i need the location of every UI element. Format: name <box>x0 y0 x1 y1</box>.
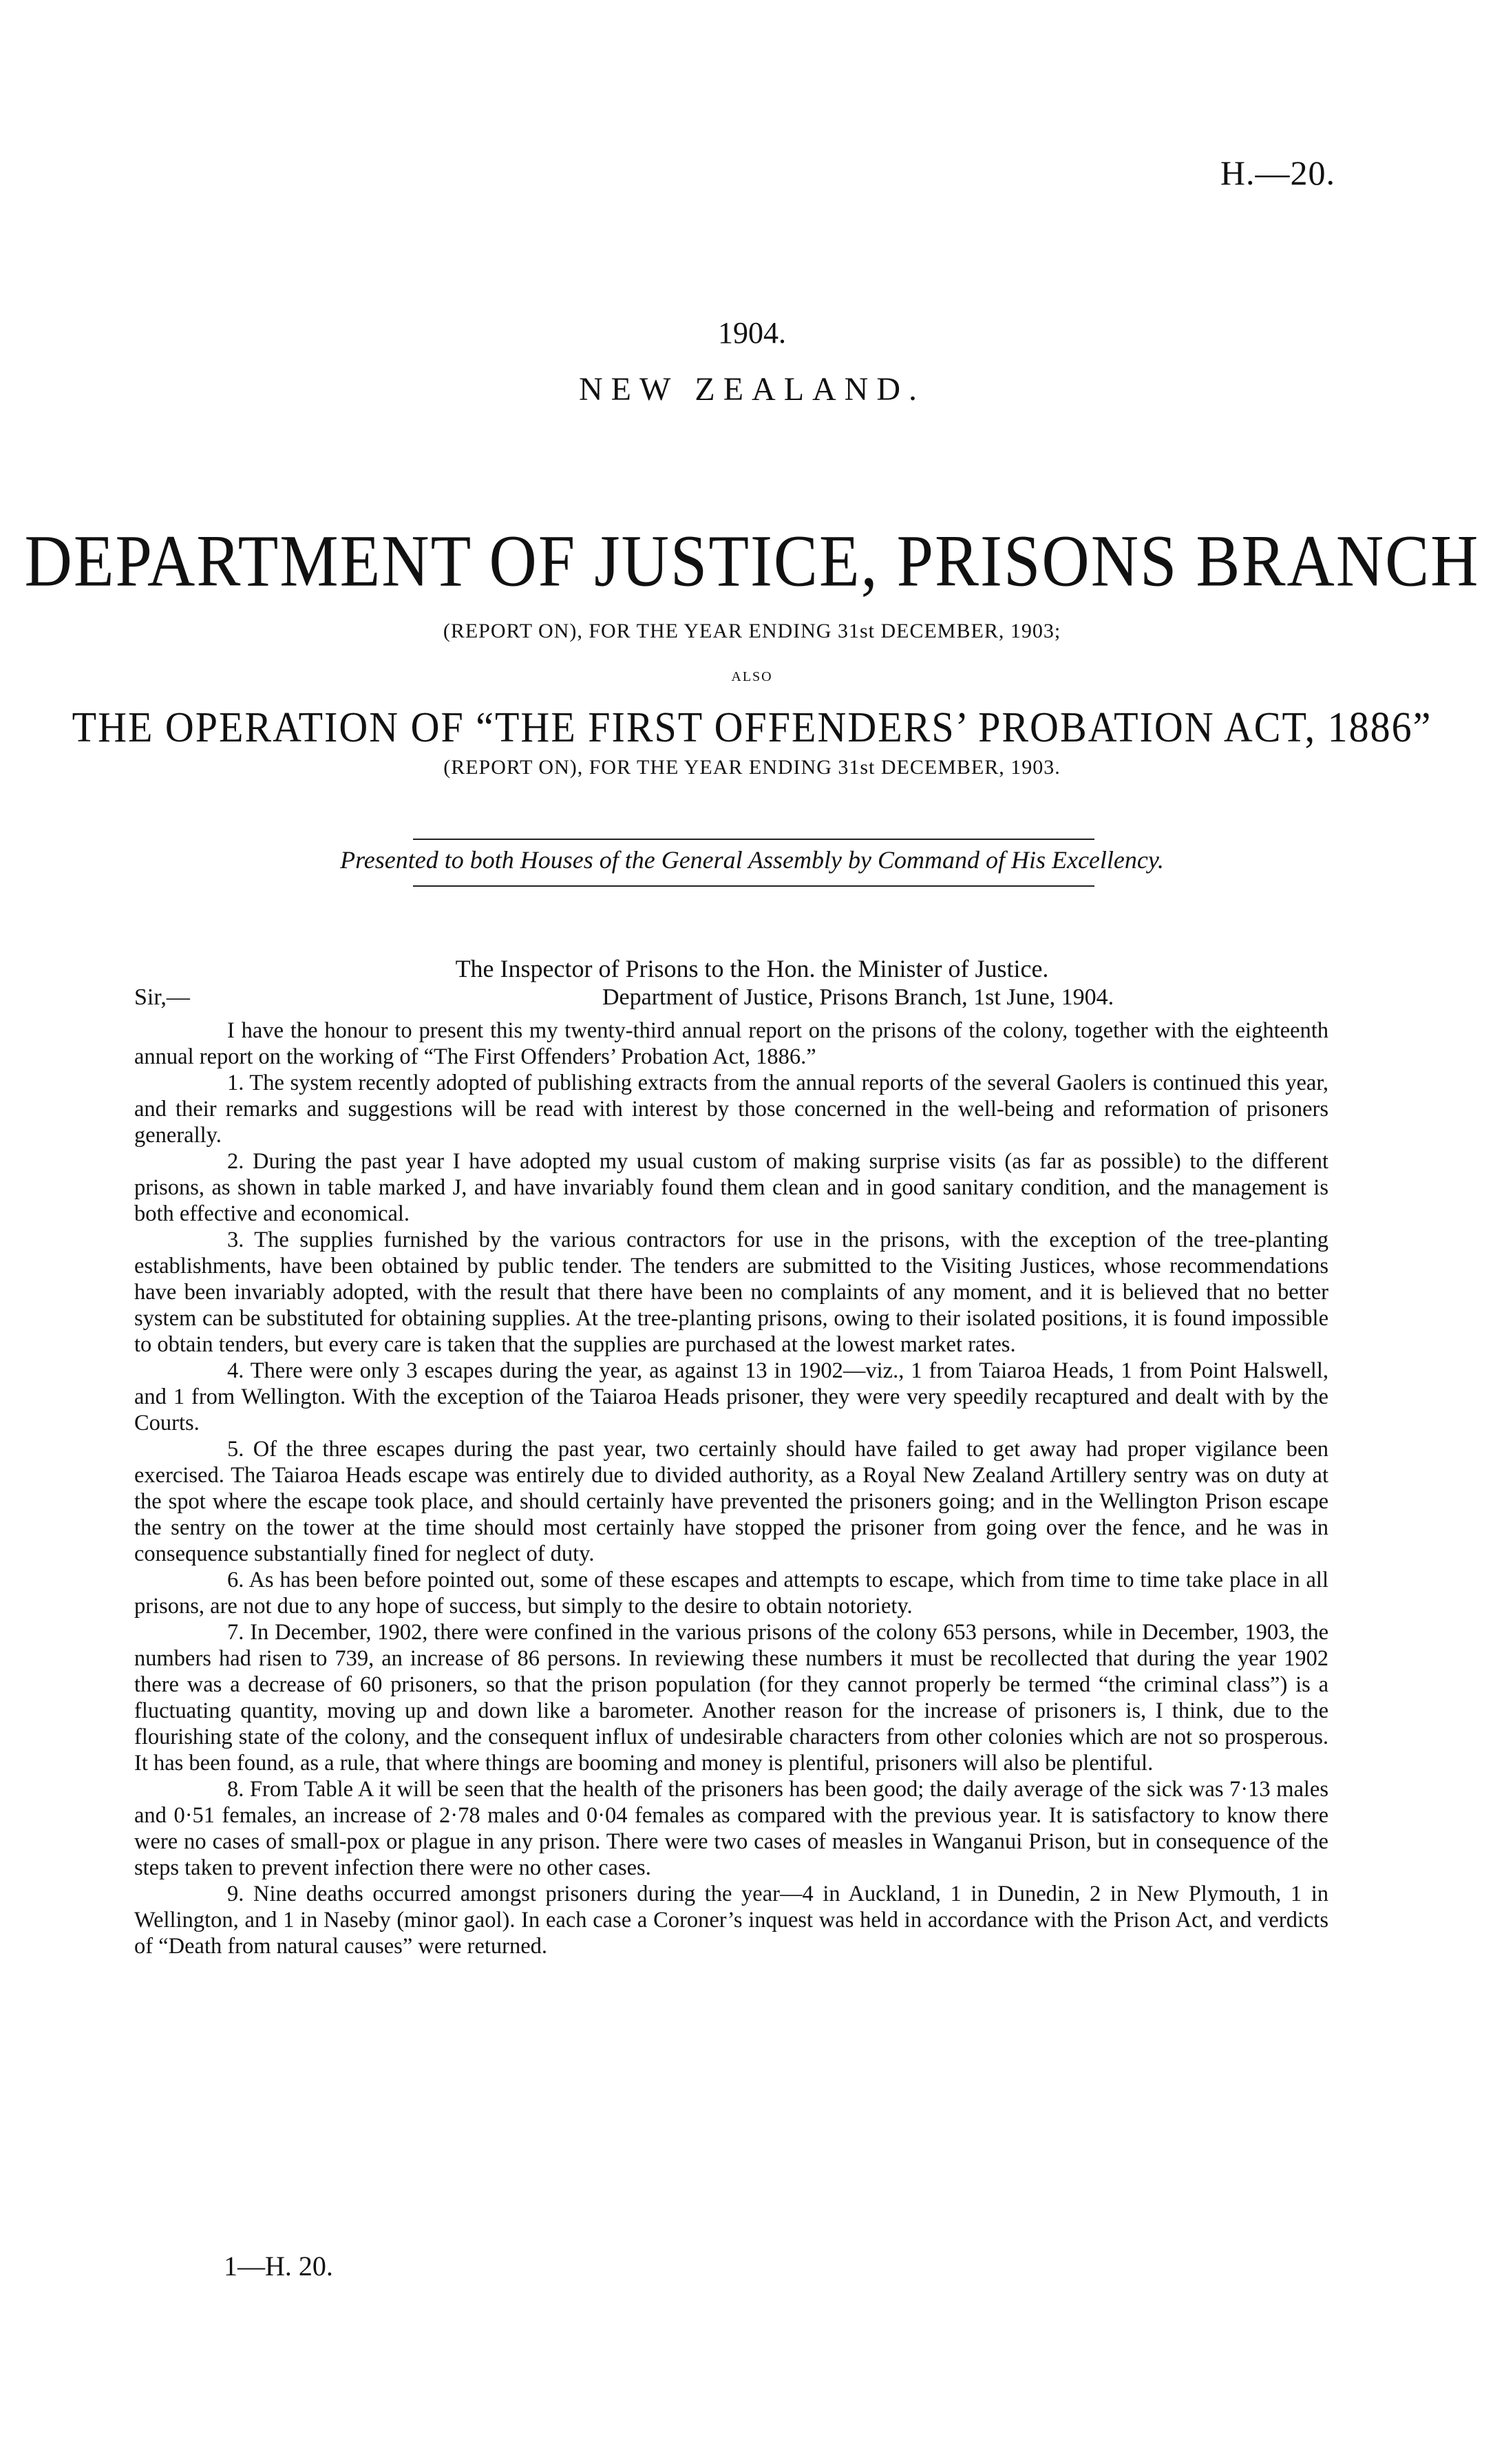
act-title: THE OPERATION OF “THE FIRST OFFENDERS’ PROBATION ACT, 1886” <box>72 703 1432 752</box>
paragraph-1: 1. The system recently adopted of publishing extracts from the annual reports of the several Gaolers is continued this year, and their remarks and suggestions will be read with interest by those concerned in the well-being and reformation of prisoners generally. <box>134 1071 1328 1148</box>
letter-date-line: Department of Justice, Prisons Branch, 1st June, 1904. <box>602 984 1114 1010</box>
signature-reference: 1—H. 20. <box>224 2251 333 2282</box>
paragraph-6: 6. As has been before pointed out, some of these escapes and attempts to escape, which from time to time take place in all prisons, are not due to any hope of success, but simply to the desire to obtain notoriety. <box>134 1568 1328 1619</box>
document-year: 1904. <box>718 316 786 350</box>
paragraph-8: 8. From Table A it will be seen that the health of the prisoners has been good; the daily average of the sick was 7·13 males and 0·51 females, an increase of 2·78 males and 0·04 females as compared with the previous year. It is satisfactory to know there were no cases of small-pox or plague in any prison. There were two cases of measles in Wanganui Prison, but in consequence of the steps taken to prevent infection there were no other cases. <box>134 1777 1328 1880</box>
report-subtitle: (REPORT ON), FOR THE YEAR ENDING 31st DECEMBER, 1903; <box>443 620 1061 642</box>
country-heading: NEW ZEALAND. <box>578 371 926 408</box>
paragraph-intro: I have the honour to present this my twenty-third annual report on the prisons of the colony, together with the eighteenth annual report on the working of “The First Offenders’ Probation Act, 1886.” <box>134 1018 1328 1069</box>
paragraph-3: 3. The supplies furnished by the various contractors for use in the prisons, with the exception of the tree-planting establishments, have been obtained by public tender. The tenders are submitted to the Visiting Justices, whose recommendations have been invariably adopted, with the result that there have been no complaints of any moment, and it is believed that no better system can be substituted for obtaining supplies. At the tree-planting prisons, owing to their isolated positions, it is found impossible to obtain tenders, but every care is taken that the supplies are purchased at the lowest market rates. <box>134 1228 1328 1357</box>
letter-addressing: The Inspector of Prisons to the Hon. the Minister of Justice. <box>455 955 1049 982</box>
letter-salutation: Sir,— <box>134 984 190 1010</box>
paragraph-2: 2. During the past year I have adopted my usual custom of making surprise visits (as far as possible) to the different prisons, as shown in table marked J, and have invariably found them clean and in good sanitary condition, and the management is both effective and economical. <box>134 1149 1328 1226</box>
also-connector: ALSO <box>731 669 773 684</box>
report-title: DEPARTMENT OF JUSTICE, PRISONS BRANCH <box>24 519 1480 602</box>
divider-top <box>413 839 1094 840</box>
divider-bottom <box>413 885 1094 887</box>
letter-body <box>134 1018 1328 1959</box>
presented-statement: Presented to both Houses of the General Assembly by Command of His Excellency. <box>340 846 1164 874</box>
paragraph-4: 4. There were only 3 escapes during the year, as against 13 in 1902—viz., 1 from Taiaroa Heads, 1 from Point Halswell, and 1 from Wellington. With the exception of the Taiaroa Heads prisoner, they were very speedily recaptured and dealt with by the Courts. <box>134 1358 1328 1435</box>
paragraph-7: 7. In December, 1902, there were confined in the various prisons of the colony 653 persons, while in December, 1903, the numbers had risen to 739, an increase of 86 persons. In reviewing these numbers it must be recollected that during the year 1902 there was a decrease of 60 prisoners, so that the prison population (for they cannot properly be termed “the criminal class”) is a fluctuating quantity, moving up and down like a barometer. Another reason for the increase of prisoners is, I think, due to the flourishing state of the colony, and the consequent influx of undesirable characters from other colonies which are not so prosperous. It has been found, as a rule, that where things are booming and money is plentiful, prisoners will also be plentiful. <box>134 1620 1328 1776</box>
page-reference: H.—20. <box>1220 154 1335 192</box>
act-subtitle: (REPORT ON), FOR THE YEAR ENDING 31st DECEMBER, 1903. <box>443 756 1061 779</box>
paragraph-9: 9. Nine deaths occurred amongst prisoners during the year—4 in Auckland, 1 in Dunedin, 2 in New Plymouth, 1 in Wellington, and 1 in Naseby (minor gaol). In each case a Coroner’s inquest was held in accordance with the Prison Act, and verdicts of “Death from natural causes” were returned. <box>134 1882 1328 1959</box>
paragraph-5: 5. Of the three escapes during the past year, two certainly should have failed to get away had proper vigilance been exercised. The Taiaroa Heads escape was entirely due to divided authority, as a Royal New Zealand Artillery sentry was on duty at the spot where the escape took place, and should certainly have prevented the prisoners going; and in the Wellington Prison escape the sentry on the tower at the time should most certainly have stopped the prisoner from going over the fence, and he was in consequence substantially fined for neglect of duty. <box>134 1437 1328 1566</box>
